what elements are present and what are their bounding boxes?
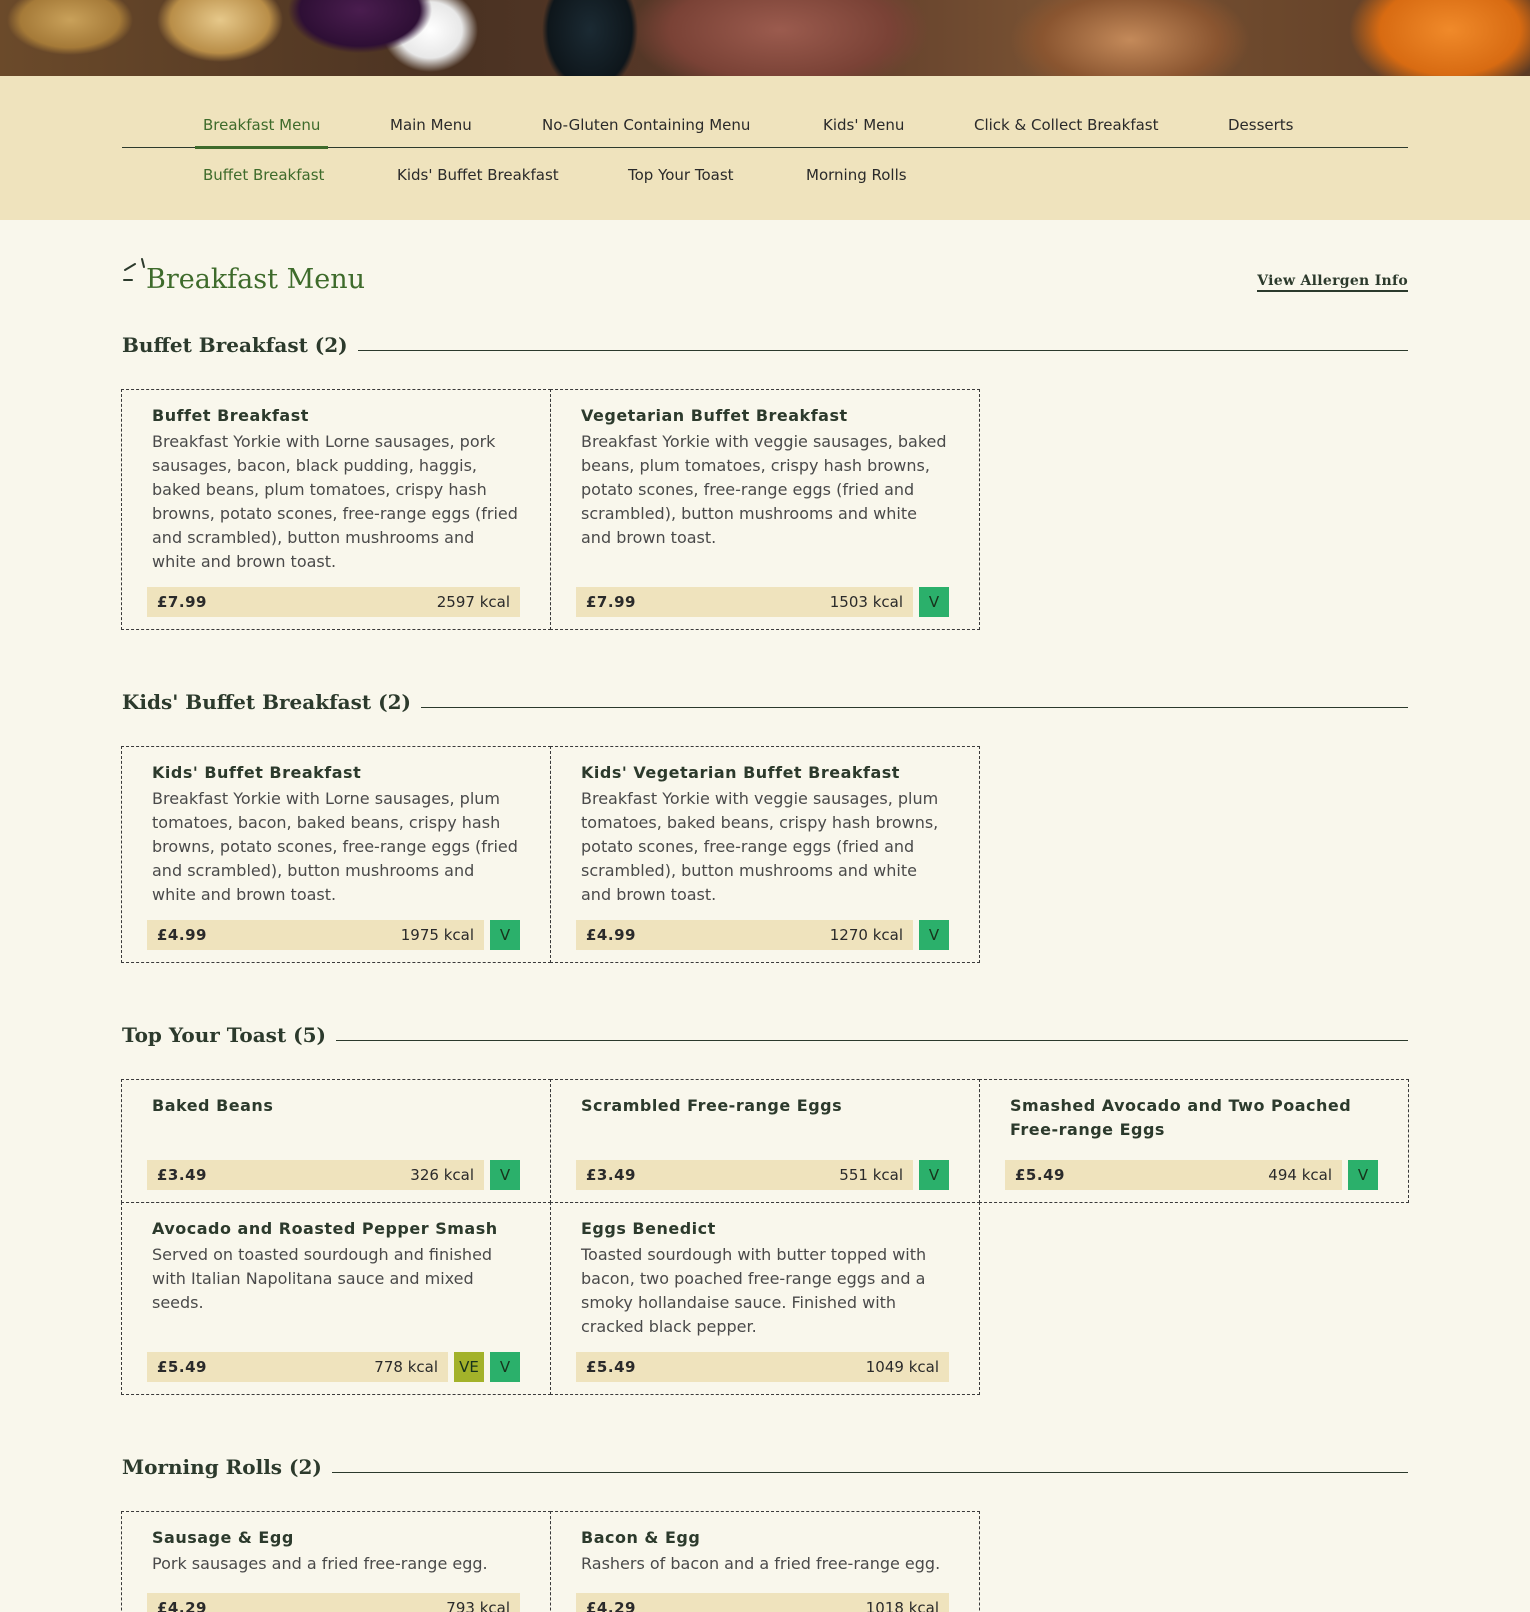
item-calories: 1503 kcal — [829, 593, 903, 611]
price-bar — [576, 1593, 949, 1612]
tab-desserts[interactable]: Desserts — [1228, 116, 1294, 134]
item-calories: 326 kcal — [410, 1166, 474, 1184]
subtab-buffet-breakfast[interactable]: Buffet Breakfast — [203, 166, 325, 184]
price-row — [147, 587, 520, 617]
page-title: Breakfast Menu — [146, 264, 365, 295]
subtab-top-your-toast[interactable]: Top Your Toast — [628, 166, 734, 184]
item-price: £5.49 — [157, 1358, 207, 1376]
item-calories: 551 kcal — [839, 1166, 903, 1184]
menu-item-card[interactable] — [550, 1202, 980, 1395]
item-description: Breakfast Yorkie with veggie sausages, baked beans, plum tomatoes, crispy hash browns, potato scones, free-range eggs (fried and scrambled), button mushrooms and white and brown toast. — [581, 432, 947, 547]
price-row — [576, 920, 949, 950]
hero-food-image — [0, 0, 1530, 76]
menu-item-card[interactable] — [550, 1511, 980, 1612]
section-header-buffet-breakfast — [122, 330, 1408, 360]
item-calories: 494 kcal — [1268, 1166, 1332, 1184]
vegetarian-badge: V — [919, 1160, 949, 1190]
price-row — [1005, 1160, 1378, 1190]
price-bar — [147, 1160, 484, 1190]
item-price: £5.49 — [1015, 1166, 1065, 1184]
item-price: £5.49 — [586, 1358, 636, 1376]
tab-no-gluten-menu[interactable]: No-Gluten Containing Menu — [542, 116, 751, 134]
price-bar — [576, 1352, 949, 1382]
price-bar — [576, 587, 913, 617]
tab-breakfast-menu[interactable]: Breakfast Menu — [203, 104, 320, 148]
view-allergen-info-link[interactable]: View Allergen Info — [1257, 273, 1408, 292]
item-name: Scrambled Free-range Eggs — [581, 1096, 843, 1115]
menu-item-card[interactable] — [121, 1202, 551, 1395]
vegetarian-badge: V — [1348, 1160, 1378, 1190]
item-price: £3.49 — [586, 1166, 636, 1184]
price-row — [147, 1593, 520, 1612]
price-row — [147, 920, 520, 950]
item-name: Kids' Buffet Breakfast — [152, 763, 362, 782]
section-header-morning-rolls — [122, 1452, 1408, 1482]
subtab-morning-rolls[interactable]: Morning Rolls — [806, 166, 907, 184]
price-row — [576, 1593, 949, 1612]
item-calories: 1049 kcal — [865, 1358, 939, 1376]
vegetarian-badge: V — [490, 1160, 520, 1190]
vegetarian-badge: V — [490, 920, 520, 950]
menu-item-card[interactable] — [550, 1079, 980, 1203]
item-name: Eggs Benedict — [581, 1219, 716, 1238]
item-price: £3.49 — [157, 1166, 207, 1184]
price-row — [147, 1160, 520, 1190]
price-row — [576, 1160, 949, 1190]
item-description: Pork sausages and a fried free-range egg. — [152, 1554, 488, 1573]
section-divider — [358, 350, 1408, 351]
tab-click-collect-breakfast[interactable]: Click & Collect Breakfast — [974, 116, 1159, 134]
item-calories: 1975 kcal — [400, 926, 474, 944]
section-title: Buffet Breakfast (2) — [122, 333, 348, 357]
section-title: Morning Rolls (2) — [122, 1455, 322, 1479]
section-header-top-your-toast — [122, 1020, 1408, 1050]
section-divider — [332, 1472, 1408, 1473]
price-bar — [576, 1160, 913, 1190]
item-name: Smashed Avocado and Two Poached Free-range Eggs — [1010, 1096, 1352, 1139]
item-price: £4.29 — [157, 1599, 207, 1612]
item-description: Breakfast Yorkie with Lorne sausages, pork sausages, bacon, black pudding, haggis, baked beans, plum tomatoes, crispy hash browns, potato scones, free-range eggs (fried and scrambled), button mushrooms and white and brown toast. — [152, 432, 518, 571]
item-name: Buffet Breakfast — [152, 406, 309, 425]
price-bar — [147, 920, 484, 950]
subtab-kids-buffet-breakfast[interactable]: Kids' Buffet Breakfast — [397, 166, 559, 184]
item-description: Served on toasted sourdough and finished with Italian Napolitana sauce and mixed seeds. — [152, 1245, 493, 1312]
item-name: Avocado and Roasted Pepper Smash — [152, 1219, 498, 1238]
tab-kids-menu[interactable]: Kids' Menu — [823, 116, 905, 134]
item-calories: 2597 kcal — [436, 593, 510, 611]
menu-item-card[interactable] — [121, 389, 551, 630]
sparkle-icon — [122, 256, 146, 286]
section-title: Top Your Toast (5) — [122, 1023, 326, 1047]
item-price: £4.99 — [586, 926, 636, 944]
price-row — [147, 1352, 520, 1382]
item-description: Rashers of bacon and a fried free-range egg. — [581, 1554, 941, 1573]
price-row — [576, 1352, 949, 1382]
item-description: Toasted sourdough with butter topped with bacon, two poached free-range eggs and a smoky hollandaise sauce. Finished with cracked black pepper. — [581, 1245, 927, 1336]
vegan-badge: VE — [454, 1352, 484, 1382]
item-name: Bacon & Egg — [581, 1528, 701, 1547]
item-calories: 1018 kcal — [865, 1599, 939, 1612]
menu-item-card[interactable] — [979, 1079, 1409, 1203]
item-calories: 1270 kcal — [829, 926, 903, 944]
price-row — [576, 587, 949, 617]
price-bar — [147, 1352, 448, 1382]
item-calories: 793 kcal — [446, 1599, 510, 1612]
section-divider — [421, 707, 1408, 708]
tab-main-menu[interactable]: Main Menu — [390, 116, 472, 134]
menu-item-card[interactable] — [121, 1511, 551, 1612]
vegetarian-badge: V — [490, 1352, 520, 1382]
section-header-kids-buffet-breakfast — [122, 687, 1408, 717]
menu-item-card[interactable] — [121, 1079, 551, 1203]
item-price: £4.29 — [586, 1599, 636, 1612]
section-title: Kids' Buffet Breakfast (2) — [122, 690, 411, 714]
item-name: Kids' Vegetarian Buffet Breakfast — [581, 763, 900, 782]
vegetarian-badge: V — [919, 920, 949, 950]
main-menu-tabs — [122, 104, 1408, 148]
menu-item-card[interactable] — [550, 746, 980, 963]
menu-item-card[interactable] — [121, 746, 551, 963]
price-bar — [576, 920, 913, 950]
item-name: Baked Beans — [152, 1096, 274, 1115]
item-calories: 778 kcal — [374, 1358, 438, 1376]
item-price: £4.99 — [157, 926, 207, 944]
price-bar — [147, 587, 520, 617]
section-divider — [336, 1040, 1408, 1041]
item-name: Sausage & Egg — [152, 1528, 294, 1547]
item-price: £7.99 — [157, 593, 207, 611]
price-bar — [147, 1593, 520, 1612]
item-description: Breakfast Yorkie with Lorne sausages, plum tomatoes, bacon, baked beans, crispy hash browns, potato scones, free-range eggs (fried and scrambled), button mushrooms and white and brown toast. — [152, 789, 518, 904]
menu-item-card[interactable] — [550, 389, 980, 630]
item-price: £7.99 — [586, 593, 636, 611]
item-description: Breakfast Yorkie with veggie sausages, plum tomatoes, baked beans, crispy hash browns, potato scones, free-range eggs (fried and scrambled), button mushrooms and white and brown toast. — [581, 789, 939, 904]
price-bar — [1005, 1160, 1342, 1190]
vegetarian-badge: V — [919, 587, 949, 617]
item-name: Vegetarian Buffet Breakfast — [581, 406, 848, 425]
